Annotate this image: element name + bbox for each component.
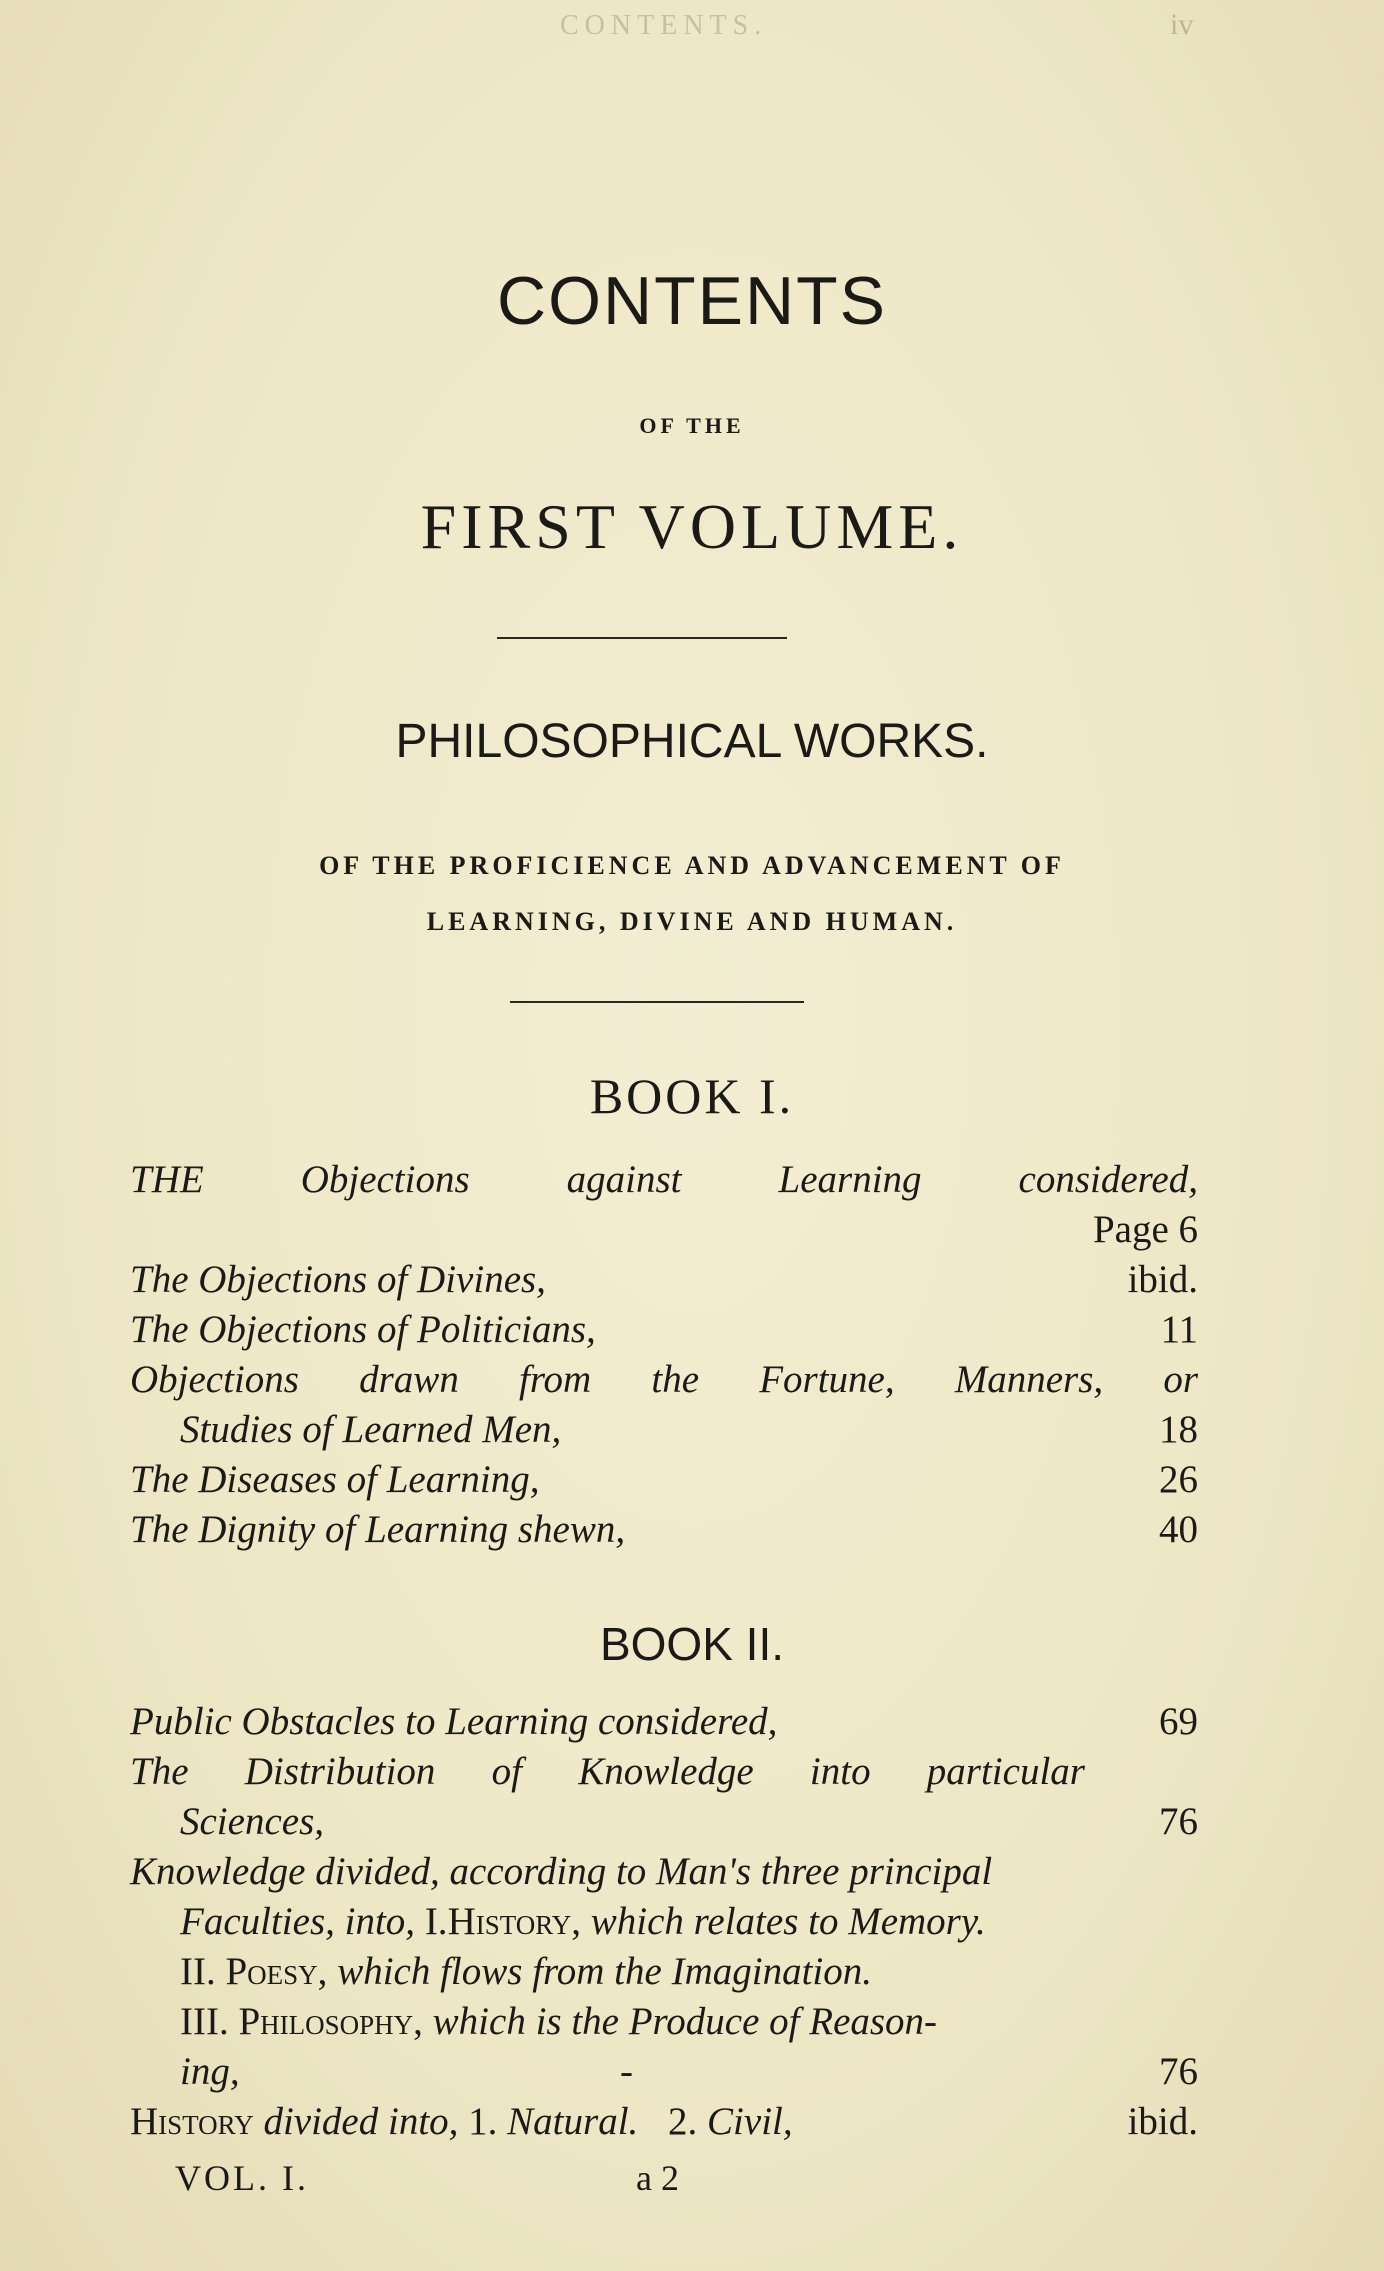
toc-text: which relates to Memory. <box>590 1900 986 1943</box>
page-ref: 40 <box>1159 1508 1198 1551</box>
toc-entry <box>130 1505 1198 1555</box>
toc-text: divided into, <box>263 2100 459 2143</box>
toc-word: or <box>1163 1358 1198 1401</box>
page-ref: ibid. <box>1127 2100 1198 2143</box>
page-ref: 76 <box>1159 1800 1198 1843</box>
toc-numeral: II. <box>180 1950 216 1993</box>
page-ref: ibid. <box>1127 1258 1198 1301</box>
page-ref: 69 <box>1159 1700 1198 1743</box>
subtitle-line: OF THE PROFICIENCE AND ADVANCEMENT OF <box>319 851 1065 880</box>
toc-word: the <box>651 1358 700 1401</box>
toc-entry <box>130 1155 1198 1205</box>
toc-word: Manners, <box>954 1358 1104 1401</box>
of-the-label: OF THE <box>639 413 745 438</box>
toc-text: Sciences, <box>180 1800 325 1843</box>
volume-mark: VOL. I. <box>175 2158 309 2198</box>
toc-entry <box>130 1355 1198 1405</box>
toc-smallcaps: Poesy, <box>225 1950 328 1993</box>
toc-word: of <box>491 1750 522 1793</box>
toc-entry <box>130 1697 1198 1747</box>
volume-title: FIRST VOLUME. <box>420 491 964 562</box>
signature-mark: a 2 <box>636 2158 679 2198</box>
toc-text: ing, <box>180 2050 240 2093</box>
leader-dash: - <box>620 2050 633 2093</box>
toc-smallcaps: History <box>130 2100 254 2143</box>
toc-entry <box>130 1455 1198 1505</box>
toc-text: Civil, <box>707 2100 793 2143</box>
page-ref: Page 6 <box>1092 1208 1198 1251</box>
toc-text: The Dignity of Learning shewn, <box>130 1508 626 1551</box>
page-ref: 26 <box>1159 1458 1198 1501</box>
toc-entry-continuation <box>130 2047 1198 2097</box>
toc-word: THE <box>130 1158 204 1201</box>
toc-entry <box>130 1255 1198 1305</box>
toc-smallcaps: Philosophy, <box>238 2000 423 2043</box>
toc-entry-continuation <box>130 1897 1198 1947</box>
toc-entry <box>130 1747 1085 1797</box>
toc-numeral: 1. <box>468 2100 498 2143</box>
toc-text: which is the Produce of Reason- <box>432 2000 938 2043</box>
toc-text: Public Obstacles to Learning considered, <box>130 1700 778 1743</box>
toc-text: Studies of Learned Men, <box>180 1408 562 1451</box>
toc-text: Natural. <box>507 2100 639 2143</box>
toc-numeral: 2. <box>668 2100 698 2143</box>
toc-entry-continuation <box>130 1947 1198 1997</box>
toc-entry <box>130 2097 1198 2147</box>
toc-entry <box>130 1847 1198 1897</box>
toc-text: The Objections of Politicians, <box>130 1308 596 1351</box>
toc-word: against <box>566 1158 682 1201</box>
divider-rule <box>510 1001 804 1003</box>
toc-text: Knowledge divided, according to Man's three principal <box>130 1850 993 1893</box>
toc-entry <box>130 1205 1198 1255</box>
toc-numeral: I. <box>424 1900 448 1943</box>
toc-entry <box>130 1305 1198 1355</box>
toc-word: Distribution <box>244 1750 436 1793</box>
toc-word: Learning <box>778 1158 922 1201</box>
page-ref: 11 <box>1160 1308 1198 1351</box>
toc-word: drawn <box>359 1358 459 1401</box>
toc-smallcaps: History, <box>447 1900 582 1943</box>
toc-text: The Objections of Divines, <box>130 1258 546 1301</box>
toc-word: Knowledge <box>578 1750 754 1793</box>
toc-word: Fortune, <box>759 1358 895 1401</box>
toc-entry-continuation <box>130 1997 1198 2047</box>
toc-word: Objections <box>130 1358 299 1401</box>
toc-word: from <box>518 1358 592 1401</box>
toc-word: The <box>130 1750 189 1793</box>
divider-rule <box>497 637 787 639</box>
running-head: CONTENTS. <box>560 10 768 41</box>
toc-entry-continuation <box>130 1797 1198 1847</box>
toc-numeral: III. <box>180 2000 229 2043</box>
page-number: iv <box>1170 8 1194 41</box>
toc-entry-continuation <box>130 1405 1198 1455</box>
book2-entries <box>130 1697 1198 2147</box>
toc-text: Faculties, into, <box>180 1900 416 1943</box>
contents-title: CONTENTS <box>497 263 887 339</box>
book-heading: BOOK II. <box>599 1618 785 1670</box>
section-title: PHILOSOPHICAL WORKS. <box>395 715 989 768</box>
page-ref: 76 <box>1159 2050 1198 2093</box>
section-subtitle <box>0 838 1384 950</box>
toc-word: Objections <box>300 1158 470 1201</box>
book-heading: BOOK I. <box>589 1068 795 1124</box>
toc-word: into <box>809 1750 871 1793</box>
subtitle-line: LEARNING, DIVINE AND HUMAN. <box>426 907 958 936</box>
toc-text: which flows from the Imagination. <box>337 1950 872 1993</box>
toc-word: considered, <box>1018 1158 1198 1201</box>
book1-entries <box>130 1155 1198 1555</box>
page-ref: 18 <box>1159 1408 1198 1451</box>
toc-text: The Diseases of Learning, <box>130 1458 540 1501</box>
toc-word: particular <box>926 1750 1085 1793</box>
